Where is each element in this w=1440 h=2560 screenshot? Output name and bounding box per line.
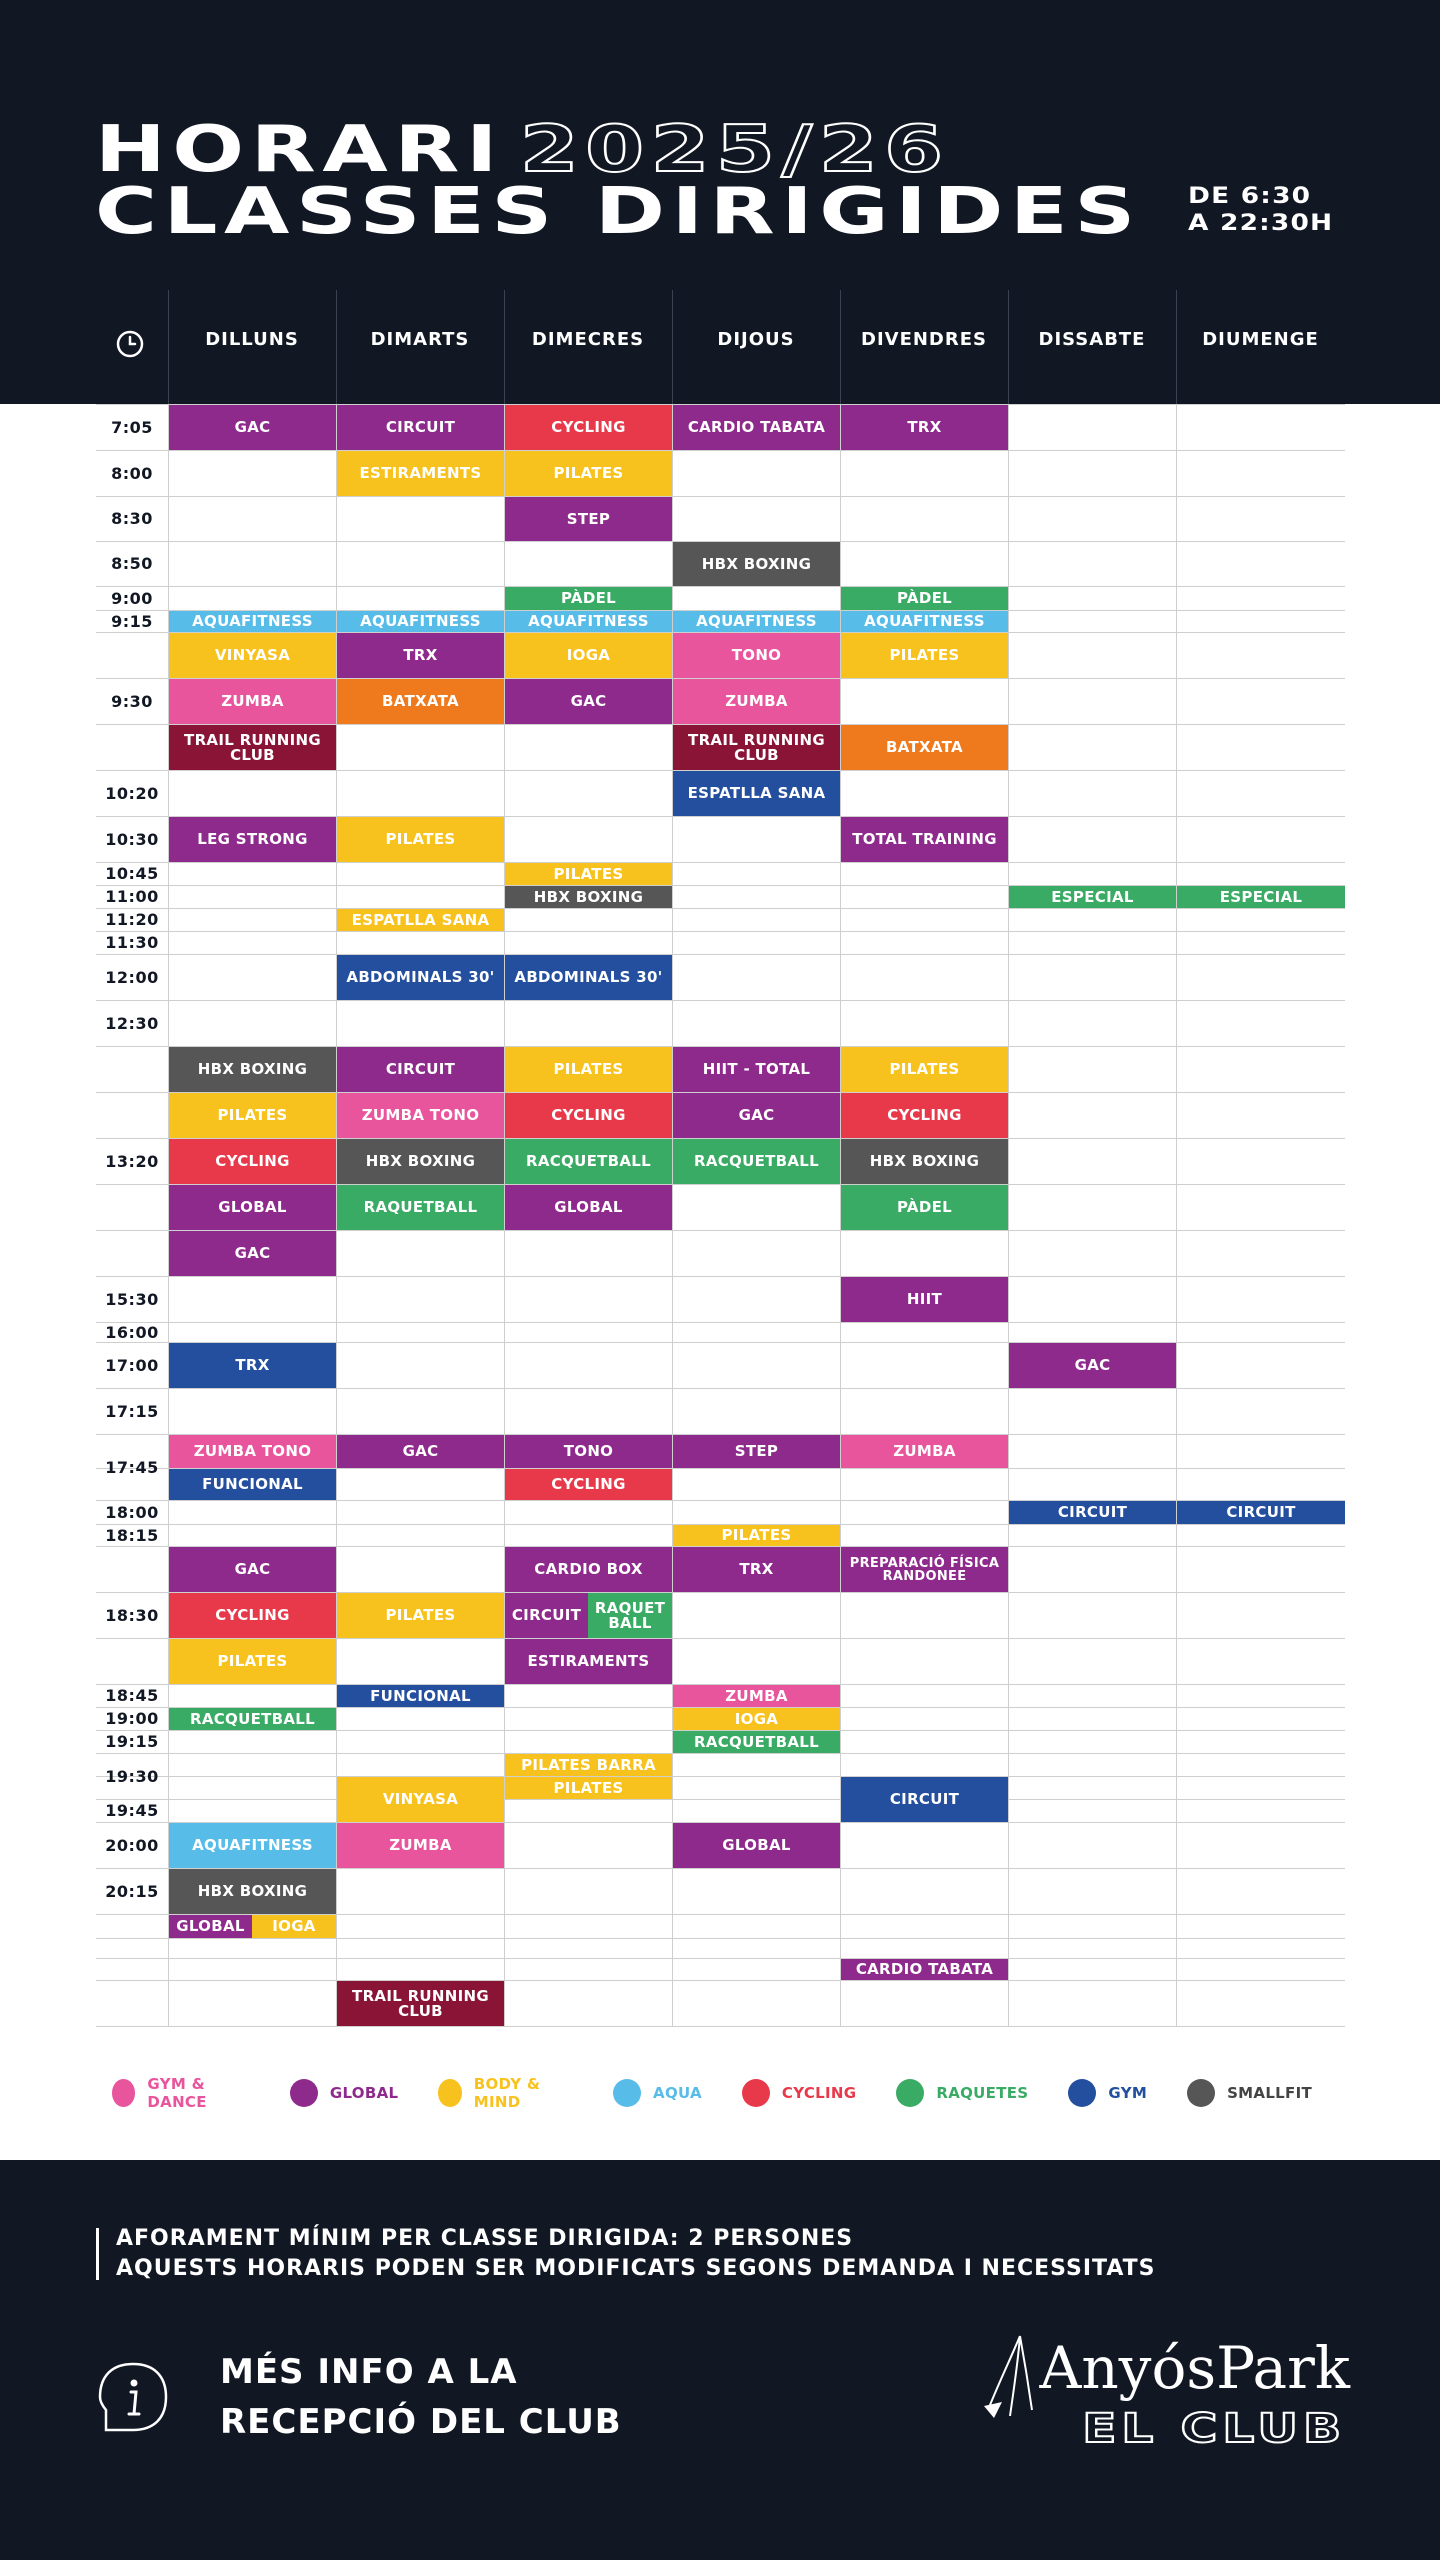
class-block: PÀDEL xyxy=(841,1185,1008,1230)
class-block: ZUMBA xyxy=(673,679,840,724)
class-block: CIRCUIT xyxy=(1177,1501,1345,1524)
class-block: PILATES xyxy=(505,863,672,885)
schedule-change-note: AQUESTS HORARIS PODEN SER MODIFICATS SEGONS DEMANDA I NECESSITATS xyxy=(116,2256,1156,2281)
class-block: AQUAFITNESS xyxy=(169,611,336,632)
time-label: 15:30 xyxy=(105,1289,159,1309)
grid-row-line xyxy=(96,1000,1345,1001)
class-block: GAC xyxy=(1009,1343,1176,1388)
legend-item xyxy=(613,2079,702,2107)
class-block: ESPECIAL xyxy=(1009,886,1176,908)
class-block: GLOBAL xyxy=(169,1185,336,1230)
class-block: TRX xyxy=(169,1343,336,1388)
header-divider xyxy=(840,290,841,404)
class-block: GAC xyxy=(169,1547,336,1592)
class-block: FUNCIONAL xyxy=(337,1685,504,1707)
legend-dot-icon xyxy=(613,2079,641,2107)
time-label: 19:00 xyxy=(105,1709,159,1728)
class-block: ESTIRAMENTS xyxy=(505,1639,672,1684)
class-block: CARDIO TABATA xyxy=(841,1959,1008,1980)
class-block: GLOBAL xyxy=(505,1185,672,1230)
class-block: RAQUET BALL xyxy=(588,1593,672,1638)
time-label: 18:30 xyxy=(105,1605,159,1625)
grid-column-line xyxy=(1176,404,1177,2026)
time-label: 8:30 xyxy=(111,509,153,528)
time-label: 20:00 xyxy=(105,1835,159,1855)
class-block: CYCLING xyxy=(505,1093,672,1138)
class-block: PÀDEL xyxy=(841,587,1008,610)
legend-dot-icon xyxy=(438,2079,461,2107)
grid-row-line xyxy=(96,1276,1345,1277)
info-icon xyxy=(96,2360,170,2434)
class-block: PILATES BARRA xyxy=(505,1754,672,1776)
class-block: AQUAFITNESS xyxy=(337,611,504,632)
class-block: ESTIRAMENTS xyxy=(337,451,504,496)
class-block: CYCLING xyxy=(169,1593,336,1638)
grid-row-line xyxy=(96,1958,1345,1959)
legend-item xyxy=(290,2079,399,2107)
grid-row-line xyxy=(96,1938,1345,1939)
class-block: CIRCUIT xyxy=(1009,1501,1176,1524)
class-block: GLOBAL xyxy=(169,1915,252,1938)
time-label: 8:00 xyxy=(111,463,153,483)
info-line-1: MÉS INFO A LA xyxy=(220,2352,518,2392)
legend-label: GLOBAL xyxy=(329,2084,399,2102)
page-subtitle: CLASSES DIRIGIDES xyxy=(95,175,1142,249)
class-block: IOGA xyxy=(505,633,672,678)
grid-row-line xyxy=(96,2026,1345,2027)
time-label: 10:30 xyxy=(105,829,159,849)
time-label: 7:05 xyxy=(111,417,153,437)
class-block: AQUAFITNESS xyxy=(505,611,672,632)
club-logo xyxy=(980,2326,1350,2452)
class-block: VINYASA xyxy=(169,633,336,678)
class-block: TOTAL TRAINING xyxy=(841,817,1008,862)
legend-dot-icon xyxy=(742,2079,770,2107)
time-label: 11:30 xyxy=(105,933,159,952)
class-block: ZUMBA TONO xyxy=(169,1435,336,1468)
class-block: CIRCUIT xyxy=(841,1777,1008,1822)
class-block: CYCLING xyxy=(505,405,672,450)
class-block: STEP xyxy=(505,497,672,541)
legend-label: GYM & DANCE xyxy=(147,2075,207,2111)
day-header-dimecres: DIMECRES xyxy=(531,328,645,350)
class-block: PILATES xyxy=(169,1093,336,1138)
logo-sub: EL CLUB xyxy=(1082,2406,1346,2452)
class-block: ZUMBA xyxy=(337,1823,504,1868)
grid-row-line xyxy=(96,1980,1345,1981)
grid-row-line xyxy=(96,1388,1345,1389)
class-block: PILATES xyxy=(337,1593,504,1638)
class-block: CYCLING xyxy=(505,1469,672,1500)
class-block: PILATES xyxy=(673,1525,840,1546)
class-block: TRAIL RUNNING CLUB xyxy=(337,1981,504,2026)
class-block: TRX xyxy=(841,405,1008,450)
day-header-dimarts: DIMARTS xyxy=(370,328,470,350)
class-block: AQUAFITNESS xyxy=(841,611,1008,632)
clock-icon xyxy=(114,328,146,360)
header-divider xyxy=(1008,290,1009,404)
grid-row-line xyxy=(96,1799,1345,1800)
legend-dot-icon xyxy=(896,2079,924,2107)
class-block: HIIT - TOTAL xyxy=(673,1047,840,1092)
class-block: RACQUETBALL xyxy=(505,1139,672,1184)
time-label: 9:00 xyxy=(111,588,153,608)
class-block: CARDIO BOX xyxy=(505,1547,672,1592)
class-block: RAQUETBALL xyxy=(337,1185,504,1230)
class-block: HBX BOXING xyxy=(673,542,840,586)
class-block: IOGA xyxy=(252,1915,336,1938)
header-divider xyxy=(336,290,337,404)
class-block: TRAIL RUNNING CLUB xyxy=(673,725,840,770)
class-block: HBX BOXING xyxy=(337,1139,504,1184)
legend-label: CYCLING xyxy=(781,2084,857,2102)
day-header-dijous: DIJOUS xyxy=(717,328,795,350)
class-block: ZUMBA xyxy=(169,679,336,724)
class-block: LEG STRONG xyxy=(169,817,336,862)
day-header-dissabte: DISSABTE xyxy=(1038,328,1146,350)
class-block: PILATES xyxy=(841,1047,1008,1092)
legend-dot-icon xyxy=(112,2079,135,2107)
legend-item xyxy=(896,2079,1028,2107)
time-label: 19:15 xyxy=(105,1732,159,1751)
class-block: GLOBAL xyxy=(673,1823,840,1868)
class-block: GAC xyxy=(169,1231,336,1276)
time-label: 17:15 xyxy=(105,1401,159,1421)
class-block: PÀDEL xyxy=(505,587,672,610)
class-block: ESPECIAL xyxy=(1177,886,1345,908)
class-block: STEP xyxy=(673,1435,840,1468)
class-block: PILATES xyxy=(505,1047,672,1092)
class-block: HIIT xyxy=(841,1277,1008,1322)
class-block: ABDOMINALS 30' xyxy=(337,955,504,1000)
class-block: PILATES xyxy=(841,633,1008,678)
time-label: 12:00 xyxy=(105,967,159,987)
grid-row-line xyxy=(96,1776,1345,1777)
grid-row-line xyxy=(96,862,1345,863)
class-block: BATXATA xyxy=(337,679,504,724)
class-block: ZUMBA xyxy=(841,1435,1008,1468)
legend-dot-icon xyxy=(1187,2079,1215,2107)
time-label: 18:15 xyxy=(105,1525,159,1545)
class-block: AQUAFITNESS xyxy=(169,1823,336,1868)
legend-item xyxy=(1068,2079,1147,2107)
day-header-dilluns: DILLUNS xyxy=(205,328,299,350)
time-label: 10:20 xyxy=(105,783,159,803)
class-block: PILATES xyxy=(505,1777,672,1799)
class-block: CARDIO TABATA xyxy=(673,405,840,450)
class-block: CIRCUIT xyxy=(337,1047,504,1092)
grid-row-line xyxy=(96,450,1345,451)
time-label: 12:30 xyxy=(105,1013,159,1033)
grid-row-line xyxy=(96,496,1345,497)
legend xyxy=(112,2077,1352,2109)
class-block: HBX BOXING xyxy=(169,1047,336,1092)
time-label: 18:45 xyxy=(105,1686,159,1705)
header-divider xyxy=(168,290,169,404)
time-label: 9:15 xyxy=(111,611,153,631)
class-block: TRX xyxy=(337,633,504,678)
legend-label: BODY & MIND xyxy=(473,2075,541,2111)
class-block: TONO xyxy=(673,633,840,678)
legend-label: GYM xyxy=(1108,2084,1148,2102)
class-block: CIRCUIT xyxy=(505,1593,588,1638)
class-block: HBX BOXING xyxy=(841,1139,1008,1184)
class-block: GAC xyxy=(673,1093,840,1138)
class-block: TRAIL RUNNING CLUB xyxy=(169,725,336,770)
class-block: BATXATA xyxy=(841,725,1008,770)
class-block: PILATES xyxy=(169,1639,336,1684)
legend-label: AQUA xyxy=(653,2084,702,2102)
time-label: 19:45 xyxy=(105,1801,159,1820)
time-label: 10:45 xyxy=(105,864,159,883)
class-block: CYCLING xyxy=(169,1139,336,1184)
class-block: RACQUETBALL xyxy=(673,1731,840,1753)
legend-dot-icon xyxy=(1068,2079,1096,2107)
time-label: 20:15 xyxy=(105,1881,159,1901)
legend-item xyxy=(438,2075,573,2111)
class-block: ESPATLLA SANA xyxy=(337,909,504,931)
header-divider xyxy=(672,290,673,404)
legend-item xyxy=(112,2075,250,2111)
class-block: ZUMBA TONO xyxy=(337,1093,504,1138)
grid-row-line xyxy=(96,586,1345,587)
time-label: 17:45 xyxy=(105,1457,159,1477)
grid-row-line xyxy=(96,908,1345,909)
time-label: 13:20 xyxy=(105,1151,159,1171)
header-divider xyxy=(1176,290,1177,404)
class-block: TONO xyxy=(505,1435,672,1468)
class-block: CIRCUIT xyxy=(337,405,504,450)
class-block: AQUAFITNESS xyxy=(673,611,840,632)
class-block: GAC xyxy=(169,405,336,450)
time-label: 8:50 xyxy=(111,554,153,573)
legend-item xyxy=(1187,2079,1312,2107)
class-block: GAC xyxy=(337,1435,504,1468)
day-header-divendres: DIVENDRES xyxy=(861,328,987,350)
legend-label: RAQUETES xyxy=(936,2084,1029,2102)
capacity-note: AFORAMENT MÍNIM PER CLASSE DIRIGIDA: 2 PERSONES xyxy=(116,2226,854,2251)
info-line-2: RECEPCIÓ DEL CLUB xyxy=(220,2402,622,2442)
class-block: ABDOMINALS 30' xyxy=(505,955,672,1000)
grid-column-line xyxy=(1008,404,1009,2026)
class-block: GAC xyxy=(505,679,672,724)
class-block: ZUMBA xyxy=(673,1685,840,1707)
time-label: 11:00 xyxy=(105,887,159,906)
page-title: HORARI 2025/26 xyxy=(95,113,950,187)
class-block: TRX xyxy=(673,1547,840,1592)
grid-row-line xyxy=(96,954,1345,955)
grid-row-line xyxy=(96,1322,1345,1323)
time-label: 18:00 xyxy=(105,1502,159,1522)
time-label: 16:00 xyxy=(105,1322,159,1342)
time-label: 17:00 xyxy=(105,1355,159,1375)
class-block: HBX BOXING xyxy=(505,886,672,908)
time-label: 19:30 xyxy=(105,1766,159,1786)
class-block: IOGA xyxy=(673,1708,840,1730)
class-block: CYCLING xyxy=(841,1093,1008,1138)
class-block: FUNCIONAL xyxy=(169,1469,336,1500)
class-block: ESPATLLA SANA xyxy=(673,771,840,816)
class-block: PILATES xyxy=(337,817,504,862)
legend-item xyxy=(742,2079,856,2107)
grid-row-line xyxy=(96,1753,1345,1754)
time-label: 11:20 xyxy=(105,910,159,929)
class-block: PILATES xyxy=(505,451,672,496)
time-label: 9:30 xyxy=(111,691,153,711)
grid-row-line xyxy=(96,931,1345,932)
class-block: RACQUETBALL xyxy=(673,1139,840,1184)
legend-label: SMALLFIT xyxy=(1227,2084,1312,2102)
header-divider xyxy=(504,290,505,404)
class-block: HBX BOXING xyxy=(169,1869,336,1914)
season-label: 2025/26 xyxy=(519,113,950,187)
opening-hours: DE 6:30 A 22:30H xyxy=(1188,184,1334,236)
note-divider xyxy=(96,2228,99,2280)
day-header-diumenge: DIUMENGE xyxy=(1202,328,1319,350)
logo-name: AnyósPark xyxy=(1039,2334,1350,2402)
class-block: RACQUETBALL xyxy=(169,1708,336,1730)
class-block: PREPARACIÓ FÍSICA RANDONEE xyxy=(841,1547,1008,1592)
class-block: VINYASA xyxy=(337,1777,504,1822)
legend-dot-icon xyxy=(290,2079,318,2107)
